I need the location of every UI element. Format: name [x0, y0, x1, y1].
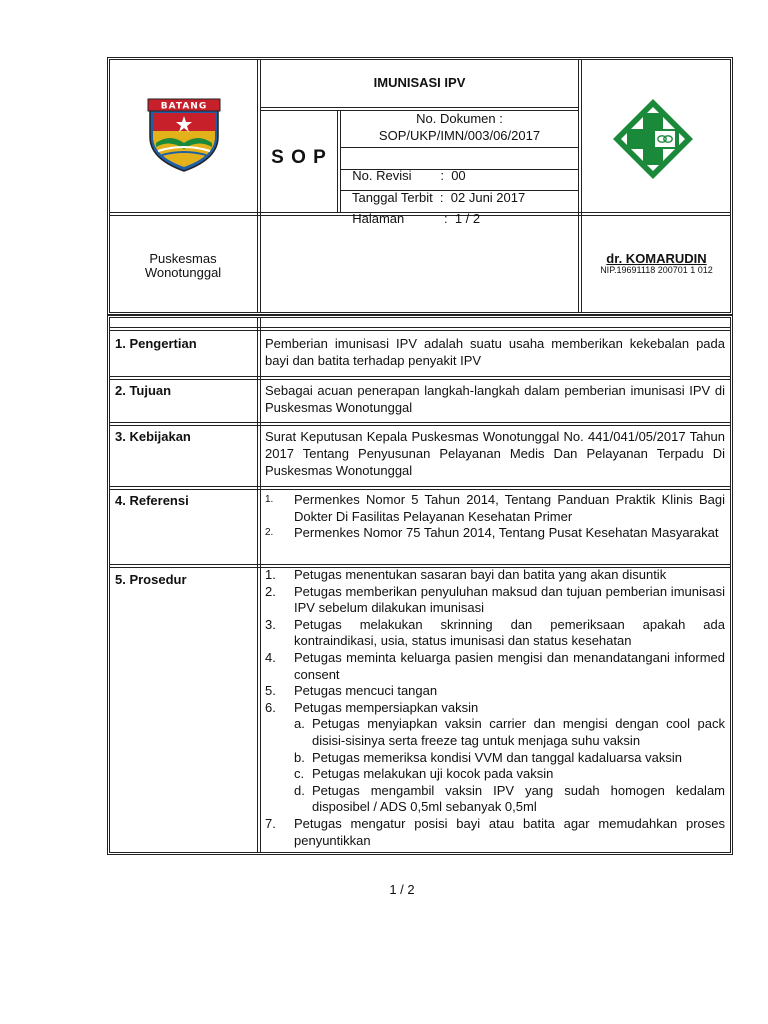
batang-shield-text: BATANG	[160, 101, 208, 112]
list-item	[265, 700, 725, 816]
sub-list-letter: c.	[294, 766, 305, 782]
sub-list-text: Petugas mengambil vaksin IPV yang sudah homogen kedalam disposibel / ADS 0,5ml sebanyak 0,5ml	[312, 782, 725, 815]
list-number: 1.	[265, 494, 274, 505]
signer-name: dr. KOMARUDIN	[606, 251, 707, 266]
sub-list-text: Petugas menyiapkan vaksin carrier dan mengisi dengan cool pack disisi-sisinya serta freeze tag untuk menjaga suhu vaksin	[312, 716, 725, 748]
org-name-line2: Wonotunggal	[144, 265, 222, 280]
list-number: 1.	[265, 567, 276, 582]
page-number: 1 / 2	[389, 882, 415, 897]
sub-list-text: Petugas memeriksa kondisi VVM dan tanggal kadaluarsa vaksin	[312, 749, 682, 765]
sub-list-item	[294, 766, 725, 783]
sub-list-letter: b.	[294, 749, 305, 765]
kebijakan-label: 3. Kebijakan	[115, 429, 191, 444]
sub-list-letter: d.	[294, 782, 305, 798]
tujuan-label: 2. Tujuan	[115, 383, 172, 398]
list-item	[265, 650, 725, 683]
list-text: Petugas mempersiapkan vaksin	[294, 699, 479, 715]
sub-list-letter: a.	[294, 716, 305, 732]
doc-number-label: No. Dokumen :	[416, 111, 503, 126]
list-item	[265, 584, 725, 617]
list-number: 2.	[265, 527, 274, 539]
revision-text: No. Revisi : 00	[352, 168, 466, 183]
list-text: Petugas mengatur posisi bayi atau batita agar memudahkan proses penyuntikkan	[294, 815, 725, 848]
pengertian-label: 1. Pengertian	[115, 336, 197, 351]
list-item	[265, 617, 725, 650]
page-field	[345, 193, 575, 227]
tujuan-text: Sebagai acuan penerapan langkah-langkah dalam pemberian imunisasi IPV di Puskesmas Wonotunggal	[265, 383, 725, 415]
kebijakan-text: Surat Keputusan Kepala Puskesmas Wonotunggal No. 441/041/05/2017 Tahun 2017 Tentang Penyusunan Pelayanan Medis Dan Pelayanan Terpadu Di Puskesmas Wonotunggal	[265, 429, 725, 478]
batang-shield-logo	[144, 97, 224, 173]
list-number: 6.	[265, 699, 276, 715]
sub-list-item	[294, 750, 725, 767]
list-text: Permenkes Nomor 75 Tahun 2014, Tentang Pusat Kesehatan Masyarakat	[294, 525, 719, 541]
issue-date-text: Tanggal Terbit : 02 Juni 2017	[352, 190, 526, 205]
list-number: 5.	[265, 683, 276, 699]
list-text: Petugas memberikan penyuluhan maksud dan tujuan pemberian imunisasi IPV sebelum dilakukan imunisasi	[294, 583, 725, 616]
referensi-label: 4. Referensi	[115, 493, 189, 508]
sub-list-item	[294, 716, 725, 749]
list-number: 3.	[265, 616, 276, 632]
list-item	[265, 683, 725, 700]
sub-list-item	[294, 783, 725, 816]
list-text: Petugas meminta keluarga pasien mengisi dan menandatangani informed consent	[294, 649, 725, 682]
doc-number: SOP/UKP/IMN/003/06/2017	[378, 128, 541, 143]
list-text: Petugas mencuci tangan	[294, 683, 438, 699]
list-item	[265, 492, 725, 525]
sub-list-text: Petugas melakukan uji kocok pada vaksin	[312, 766, 554, 782]
document-title: IMUNISASI IPV	[373, 75, 466, 90]
list-text: Permenkes Nomor 5 Tahun 2014, Tentang Panduan Praktik Klinis Bagi Dokter Di Fasilitas Pelayanan Kesehatan Primer	[294, 492, 725, 524]
prosedur-list	[265, 567, 725, 849]
pengertian-text: Pemberian imunisasi IPV adalah suatu usaha memberikan kekebalan pada bayi dan batita terhadap penyakit IPV	[265, 336, 725, 368]
signer-nip: NIP.19691118 200701 1 012	[600, 265, 713, 275]
sop-label: S O P	[271, 147, 327, 168]
list-item	[265, 525, 725, 542]
puskesmas-logo	[609, 96, 697, 182]
list-text: Petugas menentukan sasaran bayi dan batita yang akan disuntik	[294, 567, 667, 582]
list-item	[265, 567, 725, 584]
org-name-line1: Puskesmas	[149, 251, 217, 266]
page-field-text: Halaman : 1 / 2	[352, 211, 481, 226]
list-number: 2.	[265, 583, 276, 599]
list-text: Petugas melakukan skrinning dan pemeriksaan apakah ada kontraindikasi, usia, status imunisasi dan status kesehatan	[294, 616, 725, 649]
list-number: 7.	[265, 815, 276, 831]
list-item	[265, 816, 725, 849]
referensi-list	[265, 492, 725, 542]
prosedur-label: 5. Prosedur	[115, 572, 187, 587]
list-number: 4.	[265, 649, 276, 665]
